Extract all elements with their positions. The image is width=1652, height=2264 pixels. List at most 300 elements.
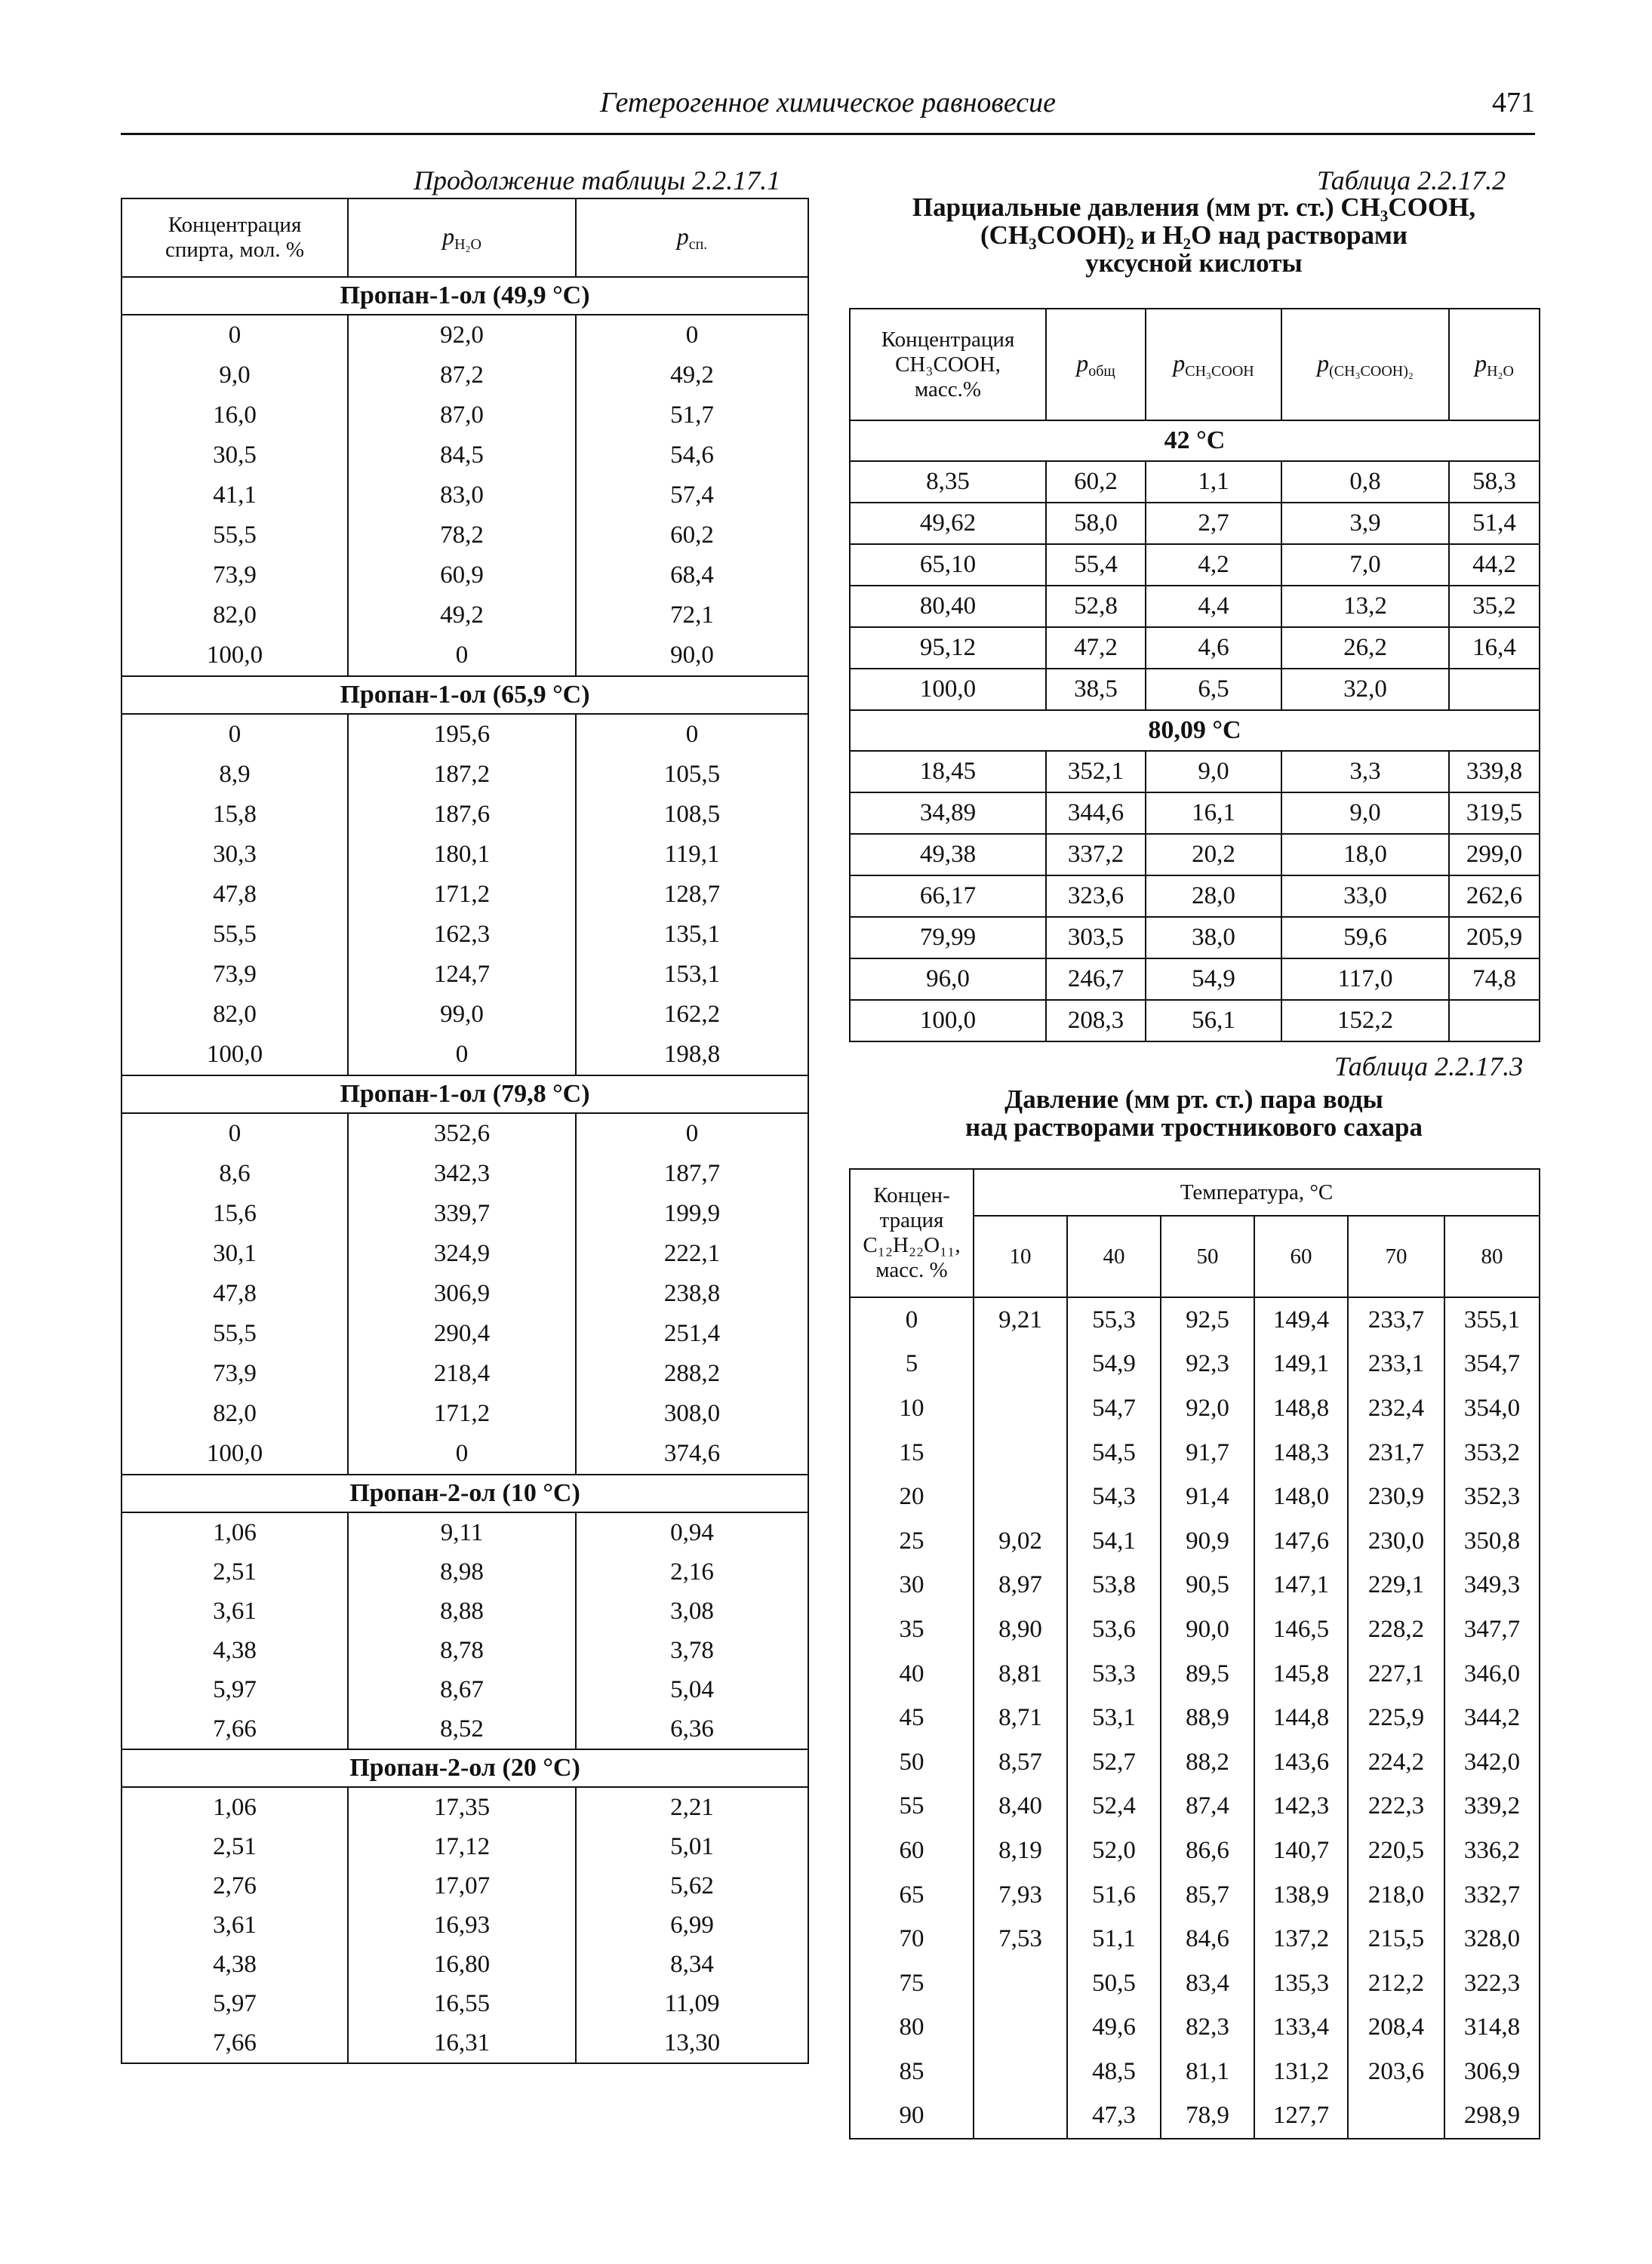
table-row <box>122 1709 808 1749</box>
running-header <box>121 78 1535 135</box>
table-cell: 38,0 <box>1146 917 1281 958</box>
table-cell: 246,7 <box>1046 958 1146 1000</box>
table-cell: 16,31 <box>348 2023 576 2063</box>
table-row <box>122 1592 808 1631</box>
table-row <box>122 2023 808 2063</box>
table-cell: 131,2 <box>1254 2050 1348 2094</box>
table-row <box>850 2094 1540 2139</box>
table2-header-row <box>850 309 1540 420</box>
table-row <box>122 1314 808 1354</box>
table-cell: 2,51 <box>122 1827 348 1866</box>
table-cell: 251,4 <box>576 1314 808 1354</box>
table-cell: 90,0 <box>576 635 808 676</box>
table-cell: 30,3 <box>122 835 348 875</box>
table-cell: 354,0 <box>1444 1386 1540 1431</box>
table-cell <box>1348 2094 1444 2139</box>
table-cell: 140,7 <box>1254 1829 1348 1873</box>
table-row <box>850 544 1540 586</box>
table-cell: 2,21 <box>576 1787 808 1827</box>
table-row <box>122 475 808 515</box>
table-row <box>122 1906 808 1945</box>
table-cell: 8,81 <box>974 1652 1067 1696</box>
table-row <box>850 792 1540 834</box>
table3-temp-header: 70 <box>1348 1216 1444 1297</box>
table-cell: 78,9 <box>1161 2094 1254 2139</box>
table-cell: 148,0 <box>1254 1475 1348 1519</box>
table-cell: 5,62 <box>576 1866 808 1906</box>
table-cell: 0 <box>122 1113 348 1154</box>
table-cell: 143,6 <box>1254 1740 1348 1785</box>
table-cell: 344,6 <box>1046 792 1146 834</box>
table-row <box>850 1475 1540 1519</box>
table-row <box>850 669 1540 710</box>
table-cell: 180,1 <box>348 835 576 875</box>
table-cell: 162,2 <box>576 995 808 1035</box>
table-cell: 45 <box>850 1696 974 1740</box>
table-cell: 0,94 <box>576 1512 808 1552</box>
table-cell: 13,2 <box>1281 586 1449 627</box>
table1-section-title: Пропан-2-ол (20 °С) <box>122 1749 808 1787</box>
table-cell: 54,5 <box>1067 1431 1161 1475</box>
table-cell: 153,1 <box>576 955 808 995</box>
table-cell: 9,0 <box>122 355 348 395</box>
table-row <box>122 915 808 955</box>
table-cell: 55,5 <box>122 515 348 555</box>
table-cell: 149,1 <box>1254 1343 1348 1387</box>
table-cell: 3,08 <box>576 1592 808 1631</box>
table-cell: 58,0 <box>1046 503 1146 544</box>
table-row <box>122 1035 808 1075</box>
table-cell: 145,8 <box>1254 1652 1348 1696</box>
table-cell: 53,6 <box>1067 1607 1161 1652</box>
table-cell: 1,06 <box>122 1787 348 1827</box>
table-row <box>122 1234 808 1274</box>
table-cell: 308,0 <box>576 1394 808 1434</box>
table-cell: 374,6 <box>576 1434 808 1475</box>
table-cell: 15,8 <box>122 795 348 835</box>
table-cell: 4,4 <box>1146 586 1281 627</box>
table2-section-title: 42 °С <box>850 420 1540 461</box>
table-cell: 233,7 <box>1348 1297 1444 1343</box>
table-cell: 7,93 <box>974 1873 1067 1918</box>
table-cell: 6,5 <box>1146 669 1281 710</box>
table-row <box>850 1343 1540 1387</box>
table-row <box>122 1154 808 1194</box>
table-cell: 2,51 <box>122 1552 348 1592</box>
table-cell: 8,78 <box>348 1631 576 1670</box>
table3-temp-header: 40 <box>1067 1216 1161 1297</box>
table-cell: 2,76 <box>122 1866 348 1906</box>
table-cell: 54,9 <box>1067 1343 1161 1387</box>
table-row <box>122 1787 808 1827</box>
table-cell: 88,9 <box>1161 1696 1254 1740</box>
table-cell: 17,35 <box>348 1787 576 1827</box>
table-cell: 55,3 <box>1067 1297 1161 1343</box>
table-row <box>850 1873 1540 1918</box>
table-cell: 88,2 <box>1161 1740 1254 1785</box>
table-cell: 50 <box>850 1740 974 1785</box>
table-row <box>122 395 808 435</box>
table-cell: 47,2 <box>1046 627 1146 669</box>
table-cell <box>974 2094 1067 2139</box>
table-row <box>122 355 808 395</box>
table-cell: 162,3 <box>348 915 576 955</box>
table-cell: 346,0 <box>1444 1652 1540 1696</box>
table-cell: 53,8 <box>1067 1564 1161 1608</box>
table-cell: 15,6 <box>122 1194 348 1234</box>
table-cell: 80 <box>850 2006 974 2050</box>
table-cell: 51,1 <box>1067 1917 1161 1961</box>
table-cell: 58,3 <box>1449 461 1540 503</box>
table-cell: 224,2 <box>1348 1740 1444 1785</box>
table-cell: 227,1 <box>1348 1652 1444 1696</box>
table-cell: 16,1 <box>1146 792 1281 834</box>
table-cell: 8,57 <box>974 1740 1067 1785</box>
table-row <box>122 714 808 755</box>
table-row <box>850 1607 1540 1652</box>
table-cell: 0 <box>850 1297 974 1343</box>
table-cell: 8,67 <box>348 1670 576 1709</box>
table-cell: 68,4 <box>576 555 808 595</box>
table-cell: 5 <box>850 1343 974 1387</box>
table-cell: 87,4 <box>1161 1785 1254 1829</box>
table-cell: 137,2 <box>1254 1917 1348 1961</box>
table3-temp-header: 50 <box>1161 1216 1254 1297</box>
table-row <box>122 795 808 835</box>
table-cell: 47,3 <box>1067 2094 1161 2139</box>
table-cell: 10 <box>850 1386 974 1431</box>
table-cell: 4,2 <box>1146 544 1281 586</box>
table-row <box>850 1297 1540 1343</box>
table-row <box>122 595 808 635</box>
table-cell: 350,8 <box>1444 1519 1540 1564</box>
table-cell: 8,34 <box>576 1945 808 1984</box>
table3-header-row <box>850 1169 1540 1216</box>
table-cell: 92,0 <box>1161 1386 1254 1431</box>
table-cell: 148,8 <box>1254 1386 1348 1431</box>
table-cell: 9,0 <box>1146 751 1281 792</box>
table-cell: 3,61 <box>122 1592 348 1631</box>
table-cell: 288,2 <box>576 1354 808 1394</box>
table-row <box>850 1785 1540 1829</box>
table-cell: 79,99 <box>850 917 1046 958</box>
table2-header-p-dimer: $p_{(CH_3COOH)_2}$ <box>1281 309 1449 420</box>
table-cell: 55,5 <box>122 915 348 955</box>
table-cell: 8,88 <box>348 1592 576 1631</box>
table-cell: 198,8 <box>576 1035 808 1075</box>
table-cell: 135,1 <box>576 915 808 955</box>
table-cell: 7,53 <box>974 1917 1067 1961</box>
table-row <box>122 1434 808 1475</box>
table1-section-row <box>122 1475 808 1512</box>
table-row <box>850 1961 1540 2006</box>
table-cell: 16,80 <box>348 1945 576 1984</box>
table2-section-title: 80,09 °С <box>850 710 1540 751</box>
table-cell: 17,07 <box>348 1866 576 1906</box>
table-row <box>122 1945 808 1984</box>
table-cell: 49,62 <box>850 503 1046 544</box>
table-cell: 8,9 <box>122 755 348 795</box>
table2-section-row <box>850 420 1540 461</box>
table-cell: 9,11 <box>348 1512 576 1552</box>
table-cell: 9,02 <box>974 1519 1067 1564</box>
table1-section-row <box>122 1075 808 1113</box>
table-cell: 3,78 <box>576 1631 808 1670</box>
table-cell: 354,7 <box>1444 1343 1540 1387</box>
table-cell: 328,0 <box>1444 1917 1540 1961</box>
table-cell: 124,7 <box>348 955 576 995</box>
table-cell: 18,0 <box>1281 834 1449 875</box>
table-cell: 208,3 <box>1046 1000 1146 1041</box>
table-cell: 51,4 <box>1449 503 1540 544</box>
table-cell: 89,5 <box>1161 1652 1254 1696</box>
table-row <box>122 1394 808 1434</box>
table-cell: 57,4 <box>576 475 808 515</box>
table-cell: 0 <box>348 1035 576 1075</box>
table-cell: 35 <box>850 1607 974 1652</box>
table-cell: 208,4 <box>1348 2006 1444 2050</box>
table-cell: 215,5 <box>1348 1917 1444 1961</box>
table-cell: 229,1 <box>1348 1564 1444 1608</box>
page-number: 471 <box>1492 87 1535 118</box>
table-cell: 152,2 <box>1281 1000 1449 1041</box>
table-cell: 8,6 <box>122 1154 348 1194</box>
table3-header-temperature: Температура, °С <box>974 1169 1540 1216</box>
table-cell: 339,8 <box>1449 751 1540 792</box>
table-cell: 171,2 <box>348 875 576 915</box>
table-cell: 5,97 <box>122 1670 348 1709</box>
table1-section-row <box>122 277 808 315</box>
table-cell: 3,3 <box>1281 751 1449 792</box>
table-cell: 146,5 <box>1254 1607 1348 1652</box>
table-cell: 233,1 <box>1348 1343 1444 1387</box>
table-cell: 20 <box>850 1475 974 1519</box>
table-cell: 230,0 <box>1348 1519 1444 1564</box>
table-cell: 133,4 <box>1254 2006 1348 2050</box>
table-cell: 49,38 <box>850 834 1046 875</box>
table-cell: 147,1 <box>1254 1564 1348 1608</box>
table-cell: 60,2 <box>1046 461 1146 503</box>
table-cell: 220,5 <box>1348 1829 1444 1873</box>
table-row <box>122 515 808 555</box>
table-cell: 228,2 <box>1348 1607 1444 1652</box>
table-row <box>850 1000 1540 1041</box>
table-cell: 344,2 <box>1444 1696 1540 1740</box>
table-cell: 52,7 <box>1067 1740 1161 1785</box>
table-cell: 51,7 <box>576 395 808 435</box>
table-cell: 3,61 <box>122 1906 348 1945</box>
table-cell: 319,5 <box>1449 792 1540 834</box>
table1-section-title: Пропан-1-ол (79,8 °С) <box>122 1075 808 1113</box>
table-cell: 100,0 <box>850 1000 1046 1041</box>
table-cell: 231,7 <box>1348 1431 1444 1475</box>
table1-header-conc: Концентрация спирта, мол. % <box>122 198 348 277</box>
table-cell: 50,5 <box>1067 1961 1161 2006</box>
table-cell: 85,7 <box>1161 1873 1254 1918</box>
table2-header-p-acid: $p_{CH_3COOH}$ <box>1146 309 1281 420</box>
table-row <box>850 917 1540 958</box>
table-cell: 70 <box>850 1917 974 1961</box>
table-cell: 53,1 <box>1067 1696 1161 1740</box>
table-cell: 324,9 <box>348 1234 576 1274</box>
table-cell: 144,8 <box>1254 1696 1348 1740</box>
table-cell: 262,6 <box>1449 875 1540 917</box>
table-cell: 87,0 <box>348 395 576 435</box>
table-cell: 4,38 <box>122 1631 348 1670</box>
table1-section-title: Пропан-1-ол (65,9 °С) <box>122 676 808 714</box>
table-cell: 52,0 <box>1067 1829 1161 1873</box>
table-cell: 55,4 <box>1046 544 1146 586</box>
table-cell: 238,8 <box>576 1274 808 1314</box>
table-cell: 73,9 <box>122 555 348 595</box>
table-cell: 16,0 <box>122 395 348 435</box>
table-cell: 0 <box>348 1434 576 1475</box>
table-cell: 355,1 <box>1444 1297 1540 1343</box>
table-cell: 352,6 <box>348 1113 576 1154</box>
table-cell: 306,9 <box>348 1274 576 1314</box>
table-cell: 55 <box>850 1785 974 1829</box>
table-cell: 5,01 <box>576 1827 808 1866</box>
table-row <box>122 1274 808 1314</box>
table-cell: 0,8 <box>1281 461 1449 503</box>
table-cell: 75 <box>850 1961 974 2006</box>
table-cell: 0 <box>122 714 348 755</box>
table-cell: 54,9 <box>1146 958 1281 1000</box>
table-row <box>122 955 808 995</box>
table-cell: 92,5 <box>1161 1297 1254 1343</box>
table-cell: 8,90 <box>974 1607 1067 1652</box>
table-cell: 80,40 <box>850 586 1046 627</box>
table-cell: 54,7 <box>1067 1386 1161 1431</box>
table-cell <box>974 1475 1067 1519</box>
table-row <box>850 1652 1540 1696</box>
table-row <box>850 503 1540 544</box>
table-cell: 323,6 <box>1046 875 1146 917</box>
table-cell: 349,3 <box>1444 1564 1540 1608</box>
table-cell: 11,09 <box>576 1984 808 2023</box>
table-cell: 339,7 <box>348 1194 576 1234</box>
table-cell: 82,0 <box>122 995 348 1035</box>
table-cell: 33,0 <box>1281 875 1449 917</box>
table-cell: 72,1 <box>576 595 808 635</box>
table-cell: 66,17 <box>850 875 1046 917</box>
table-cell: 314,8 <box>1444 2006 1540 2050</box>
table-cell: 41,1 <box>122 475 348 515</box>
table2 <box>849 308 1540 1042</box>
table1-header-p-alc: $p_{сп.}$ <box>576 198 808 277</box>
table-cell: 16,55 <box>348 1984 576 2023</box>
table-cell: 342,0 <box>1444 1740 1540 1785</box>
table-cell: 48,5 <box>1067 2050 1161 2094</box>
table-cell: 352,3 <box>1444 1475 1540 1519</box>
table-cell: 218,0 <box>1348 1873 1444 1918</box>
table-row <box>850 958 1540 1000</box>
table3-temp-header: 60 <box>1254 1216 1348 1297</box>
table3-caption: Таблица 2.2.17.3 <box>1334 1051 1524 1081</box>
table-cell: 135,3 <box>1254 1961 1348 2006</box>
table-cell: 0 <box>576 714 808 755</box>
table-cell: 7,66 <box>122 2023 348 2063</box>
table-cell: 353,2 <box>1444 1431 1540 1475</box>
table-cell: 96,0 <box>850 958 1046 1000</box>
table-row <box>122 875 808 915</box>
table-cell: 8,35 <box>850 461 1046 503</box>
table-cell: 49,6 <box>1067 2006 1161 2050</box>
table-cell: 85 <box>850 2050 974 2094</box>
table-cell: 90,5 <box>1161 1564 1254 1608</box>
table-cell: 222,3 <box>1348 1785 1444 1829</box>
table-cell <box>974 2050 1067 2094</box>
table-cell: 25 <box>850 1519 974 1564</box>
table-cell: 108,5 <box>576 795 808 835</box>
table-cell: 6,36 <box>576 1709 808 1749</box>
table-cell: 149,4 <box>1254 1297 1348 1343</box>
table-row <box>122 1631 808 1670</box>
table-cell: 290,4 <box>348 1314 576 1354</box>
table-cell: 83,0 <box>348 475 576 515</box>
table-cell: 0 <box>576 1113 808 1154</box>
table-cell: 127,7 <box>1254 2094 1348 2139</box>
table-cell: 4,6 <box>1146 627 1281 669</box>
table3 <box>849 1168 1540 2139</box>
table-cell: 342,3 <box>348 1154 576 1194</box>
table-cell: 56,1 <box>1146 1000 1281 1041</box>
table-cell: 74,8 <box>1449 958 1540 1000</box>
table-row <box>122 1354 808 1394</box>
table-cell: 44,2 <box>1449 544 1540 586</box>
table-row <box>122 435 808 475</box>
table-row <box>850 1740 1540 1785</box>
table-cell: 95,12 <box>850 627 1046 669</box>
table-row <box>122 1827 808 1866</box>
table1-section-row <box>122 676 808 714</box>
table-cell: 49,2 <box>348 595 576 635</box>
table-cell: 142,3 <box>1254 1785 1348 1829</box>
table-cell: 9,21 <box>974 1297 1067 1343</box>
table-cell: 91,7 <box>1161 1431 1254 1475</box>
table-row <box>122 1512 808 1552</box>
table-cell: 60,2 <box>576 515 808 555</box>
table-cell: 119,1 <box>576 835 808 875</box>
table-cell: 203,6 <box>1348 2050 1444 2094</box>
table-row <box>850 2006 1540 2050</box>
table-cell: 347,7 <box>1444 1607 1540 1652</box>
table-cell: 187,7 <box>576 1154 808 1194</box>
table-cell: 230,9 <box>1348 1475 1444 1519</box>
table-cell: 336,2 <box>1444 1829 1540 1873</box>
table-cell: 9,0 <box>1281 792 1449 834</box>
table1 <box>121 198 809 2064</box>
table-cell: 322,3 <box>1444 1961 1540 2006</box>
table-row <box>850 1519 1540 1564</box>
table-cell: 8,97 <box>974 1564 1067 1608</box>
table-cell: 92,3 <box>1161 1343 1254 1387</box>
table-cell: 99,0 <box>348 995 576 1035</box>
table-cell: 352,1 <box>1046 751 1146 792</box>
table-cell: 7,0 <box>1281 544 1449 586</box>
table-cell: 195,6 <box>348 714 576 755</box>
table-cell: 20,2 <box>1146 834 1281 875</box>
table-cell: 332,7 <box>1444 1873 1540 1918</box>
table-cell: 212,2 <box>1348 1961 1444 2006</box>
table-cell: 187,6 <box>348 795 576 835</box>
table-cell: 35,2 <box>1449 586 1540 627</box>
table-cell: 306,9 <box>1444 2050 1540 2094</box>
table-cell: 47,8 <box>122 875 348 915</box>
table-cell: 59,6 <box>1281 917 1449 958</box>
table-row <box>850 1564 1540 1608</box>
table-cell: 2,16 <box>576 1552 808 1592</box>
